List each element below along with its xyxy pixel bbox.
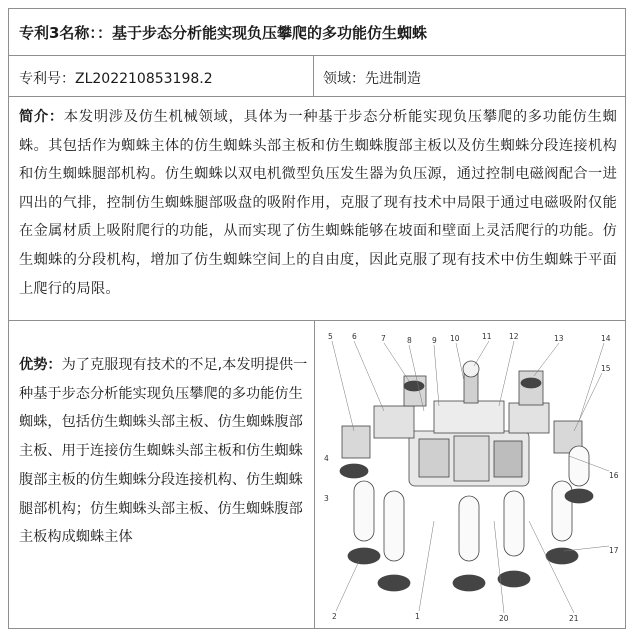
field-value: 领域：先进制造 [323,71,421,87]
advantage-cell [9,321,315,628]
figure-label-3: 3 [324,494,329,503]
figure-label-1: 1 [415,612,420,621]
figure-label-14: 14 [601,334,611,343]
robot-spider-drawing-icon [314,321,626,628]
summary-label: 简介： [19,109,64,125]
advantage-row [9,321,625,628]
summary-row [9,97,625,321]
advantage-label: 优势： [19,357,62,373]
patent-number-cell [9,56,314,96]
figure-label-5: 5 [328,332,333,341]
patent-number: 专利号：ZL202210853198.2 [19,71,213,87]
figure-label-16: 16 [609,471,619,480]
figure-label-8: 8 [407,336,412,345]
summary-paragraph [19,103,617,303]
info-row [9,56,625,97]
figure-label-12: 12 [509,332,519,341]
figure-label-4: 4 [324,454,329,463]
figure-label-17: 17 [609,546,619,555]
figure-label-20: 20 [499,614,509,623]
figure-label-11: 11 [482,332,492,341]
field-cell [313,56,625,96]
figure-label-9: 9 [432,336,437,345]
summary-text: 本发明涉及仿生机械领域，具体为一种基于步态分析能实现负压攀爬的多功能仿生蜘蛛。其包括作为蜘蛛主体的仿生蜘蛛头部主板和仿生蜘蛛腹部主板以及仿生蜘蛛分段连接机构和仿生蜘蛛腿部机构。仿生蜘蛛以双电机微型负压发生器为负压源，通过控制电磁阀配合一进四出的气排，控制仿生蜘蛛腿部吸盘的吸附作用，克服了现有技术中局限于通过电磁吸附仅能在金属材质上吸附爬行的功能，从而实现了仿生蜘蛛能够在坡面和壁面上灵活爬行的功能。仿生蜘蛛的分段机构，增加了仿生蜘蛛空间上的自由度，因此克服了现有技术中仿生蜘蛛于平面上爬行的局限。 [19,109,618,297]
figure-label-13: 13 [554,334,564,343]
patent-title: 专利3名称：：基于步态分析能实现负压攀爬的多功能仿生蜘蛛 [19,24,427,42]
advantage-text: 为了克服现有技术的不足,本发明提供一种基于步态分析能实现负压攀爬的多功能仿生蜘蛛，包括仿生蜘蛛头部主板、仿生蜘蛛腹部主板、用于连接仿生蜘蛛头部主板和仿生蜘蛛腹部主板的仿生蜘蛛分段连接机构、仿生蜘蛛腿部机构；仿生蜘蛛头部主板、仿生蜘蛛腹部主板构成蜘蛛主体 [19,357,308,546]
figure-cell [314,321,625,628]
figure-label-10: 10 [450,334,460,343]
figure-label-21: 21 [569,614,579,623]
title-row [9,9,625,56]
figure-label-2: 2 [332,612,337,621]
figure-label-6: 6 [352,332,357,341]
advantage-paragraph [19,351,311,552]
figure-label-7: 7 [381,334,386,343]
patent-table [8,8,626,629]
figure-label-15: 15 [601,364,611,373]
